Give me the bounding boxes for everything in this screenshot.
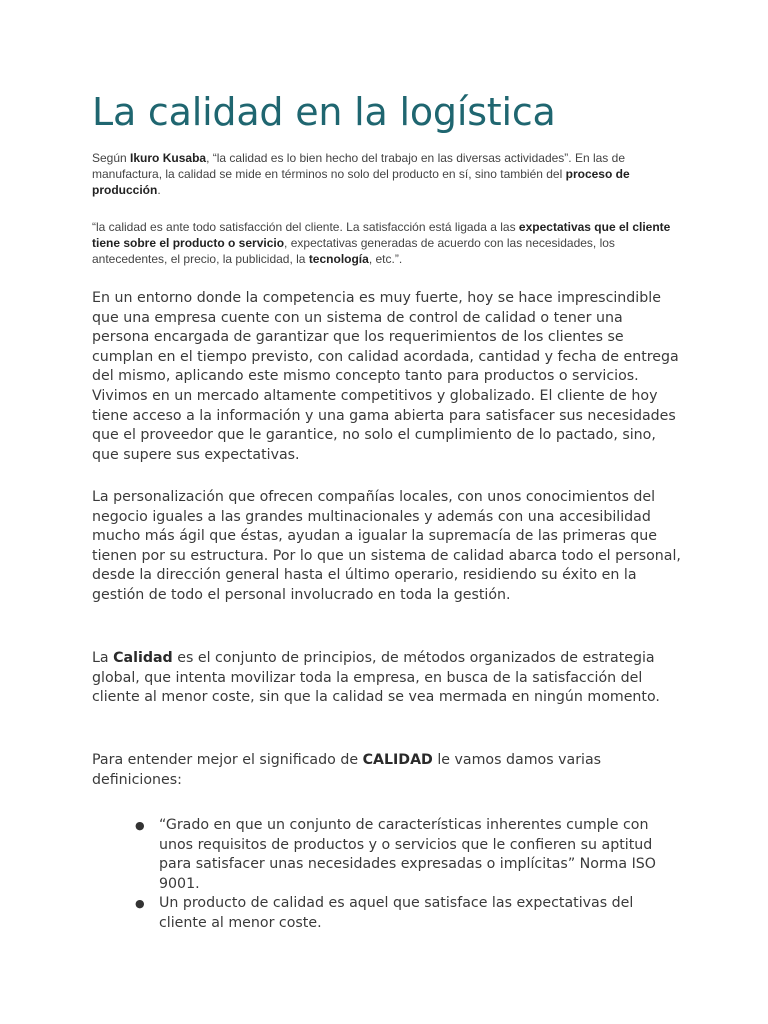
list-item	[92, 894, 682, 933]
para4-bold-calidad: CALIDAD	[362, 752, 433, 768]
intro-paragraph	[92, 150, 682, 198]
body-paragraph-quality-definition	[92, 649, 682, 708]
body-paragraph-competition: En un entorno donde la competencia es muy fuerte, hoy se hace imprescindible que una empresa cuente con un sistema de control de calidad o tener una persona encargada de garantizar que los requerimientos de los clientes se cumplan en el tiempo previsto, con calidad acordada, cantidad y fecha de entrega del mismo, aplicando este mismo concepto tanto para productos o servicios. Vivimos en un mercado altamente competitivos y globalizado. El cliente de hoy tiene acceso a la información y una gama abierta para satisfacer sus necesidades que el proveedor que le garantice, no solo el cumplimiento de lo pactado, sino, que supere sus expectativas.	[92, 290, 679, 463]
bullet-icon: ●	[135, 819, 145, 832]
definition-text: Un producto de calidad es aquel que satisface las expectativas del cliente al menor coste.	[159, 895, 634, 931]
page-title: La calidad en la logística	[92, 90, 556, 134]
intro-mid: , “la calidad es lo bien hecho del trabajo en las diversas actividades”. En las de manufactura, la calidad se mide en términos no solo del producto en sí, sino también del	[92, 151, 625, 181]
list-item	[92, 816, 682, 894]
body-paragraph-personalization: La personalización que ofrecen compañías locales, con unos conocimientos del negocio iguales a las grandes multinacionales y además con una accesibilidad mucho más ágil que éstas, ayudan a igualar la supremacía de las primeras que tienen por su estructura. Por lo que un sistema de calidad abarca todo el personal, desde la dirección general hasta el último operario, residiendo su éxito en la gestión de todo el personal involucrado en toda la gestión.	[92, 489, 681, 603]
intro-bold-term: proceso de producción	[92, 167, 630, 197]
definition-text: “Grado en que un conjunto de características inherentes cumple con unos requisitos de productos y o servicios que le confieren su aptitud para satisfacer unas necesidades expresadas o implícitas” Norma ISO 9001.	[159, 817, 656, 892]
quote-paragraph	[92, 219, 682, 267]
para3-bold-calidad: Calidad	[113, 650, 173, 666]
quote-mid: , expectativas generadas de acuerdo con las necesidades, los antecedentes, el precio, la publicidad, la	[92, 236, 615, 266]
quote-end: , etc.”.	[368, 252, 403, 266]
intro-pre: Según	[92, 151, 131, 165]
quote-pre: “la calidad es ante todo satisfacción del cliente. La satisfacción está ligada a las	[92, 220, 519, 234]
para3-rest: es el conjunto de principios, de métodos organizados de estrategia global, que intenta movilizar toda la empresa, en busca de la satisfacción del cliente al menor coste, sin que la calidad se vea mermada en ningún momento.	[92, 650, 660, 706]
intro-end: .	[157, 183, 161, 197]
body-paragraph-definitions-intro	[92, 751, 682, 790]
quote-bold-technology: tecnología	[308, 252, 369, 266]
para4-rest: le vamos damos varias definiciones:	[92, 752, 602, 788]
para3-pre: La	[92, 650, 114, 666]
quote-bold-expectations: expectativas que el cliente tiene sobre el producto o servicio	[92, 220, 671, 250]
para4-pre: Para entender mejor el significado de	[92, 752, 363, 768]
bullet-icon: ●	[135, 897, 145, 911]
definitions-list	[92, 816, 682, 934]
author-name: Ikuro Kusaba	[130, 151, 207, 165]
